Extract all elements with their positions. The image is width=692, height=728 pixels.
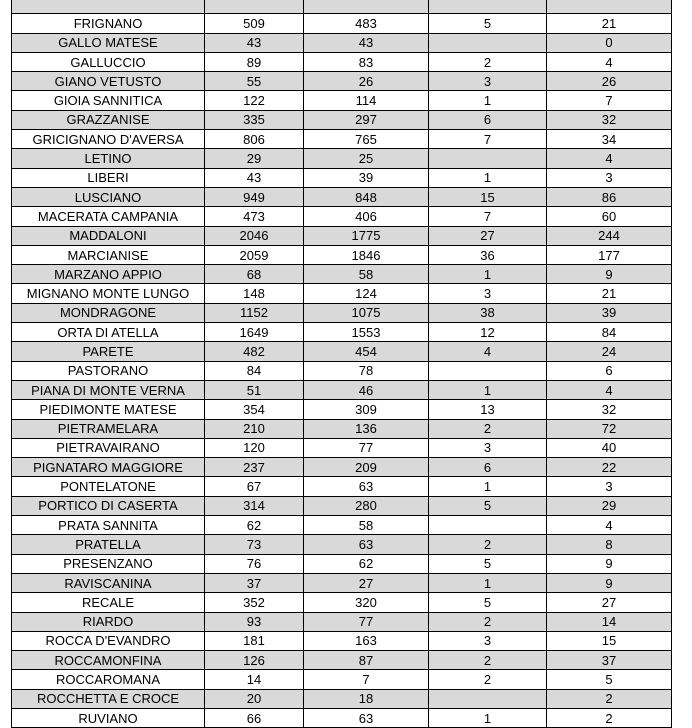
value-cell-1: 84 (205, 361, 304, 380)
table-row (12, 284, 672, 303)
value-cell-3: 12 (429, 323, 547, 342)
municipality-cell: FRIGNANO (12, 14, 205, 33)
value-cell-1: 43 (205, 33, 304, 52)
value-cell-2: 483 (304, 14, 429, 33)
value-cell-2: 25 (304, 149, 429, 168)
value-cell-4: 3 (547, 168, 672, 187)
value-cell-4: 4 (547, 52, 672, 71)
municipality-cell: RUVIANO (12, 708, 205, 727)
value-cell-4: 6 (547, 361, 672, 380)
municipality-cell: LUSCIANO (12, 187, 205, 206)
value-cell-3: 6 (429, 458, 547, 477)
value-cell-3: 2 (429, 535, 547, 554)
table-row (12, 400, 672, 419)
table-row (12, 458, 672, 477)
municipality-cell: MARCIANISE (12, 245, 205, 264)
municipality-cell: PIEDIMONTE MATESE (12, 400, 205, 419)
value-cell-4: 4 (547, 516, 672, 535)
value-cell-1: 43 (205, 168, 304, 187)
value-cell-1: 68 (205, 265, 304, 284)
value-cell-1: 2046 (205, 226, 304, 245)
value-cell-3: 1 (429, 477, 547, 496)
value-cell-3: 1 (429, 265, 547, 284)
municipality-cell: MIGNANO MONTE LUNGO (12, 284, 205, 303)
value-cell-2: 63 (304, 535, 429, 554)
value-cell-2: 78 (304, 361, 429, 380)
value-cell-4: 3 (547, 477, 672, 496)
value-cell-2: 1553 (304, 323, 429, 342)
value-cell-2: 454 (304, 342, 429, 361)
value-cell-3: 27 (429, 226, 547, 245)
value-cell-2: 309 (304, 400, 429, 419)
municipality-cell: GIANO VETUSTO (12, 72, 205, 91)
value-cell-4: 34 (547, 130, 672, 149)
table-row (12, 477, 672, 496)
value-cell-2: 280 (304, 496, 429, 515)
value-cell-4: 4 (547, 149, 672, 168)
value-cell-1: 335 (205, 110, 304, 129)
value-cell-3: 1 (429, 380, 547, 399)
value-cell-3: 2 (429, 419, 547, 438)
table-row (12, 689, 672, 708)
municipality-cell: PRATA SANNITA (12, 516, 205, 535)
value-cell-3: 13 (429, 400, 547, 419)
table-row (12, 0, 672, 14)
value-cell-1: 148 (205, 284, 304, 303)
value-cell-1 (205, 0, 304, 14)
municipality-cell: RAVISCANINA (12, 573, 205, 592)
table-row (12, 496, 672, 515)
value-cell-3: 5 (429, 14, 547, 33)
table-row (12, 130, 672, 149)
table-row (12, 419, 672, 438)
value-cell-2: 406 (304, 207, 429, 226)
value-cell-1: 66 (205, 708, 304, 727)
value-cell-1: 237 (205, 458, 304, 477)
table-row (12, 207, 672, 226)
value-cell-1: 352 (205, 593, 304, 612)
value-cell-4: 40 (547, 438, 672, 457)
value-cell-1: 2059 (205, 245, 304, 264)
table-row (12, 631, 672, 650)
value-cell-3: 15 (429, 187, 547, 206)
value-cell-4: 0 (547, 33, 672, 52)
value-cell-3: 1 (429, 91, 547, 110)
table-row (12, 265, 672, 284)
value-cell-4: 27 (547, 593, 672, 612)
municipality-cell: LIBERI (12, 168, 205, 187)
municipality-cell: MONDRAGONE (12, 303, 205, 322)
value-cell-4: 14 (547, 612, 672, 631)
value-cell-3 (429, 516, 547, 535)
value-cell-3 (429, 361, 547, 380)
value-cell-1: 1152 (205, 303, 304, 322)
value-cell-3: 36 (429, 245, 547, 264)
value-cell-1: 210 (205, 419, 304, 438)
table-row (12, 110, 672, 129)
table-row (12, 14, 672, 33)
value-cell-4: 86 (547, 187, 672, 206)
municipality-cell: PARETE (12, 342, 205, 361)
value-cell-1: 93 (205, 612, 304, 631)
value-cell-4: 4 (547, 380, 672, 399)
value-cell-1: 354 (205, 400, 304, 419)
value-cell-3 (429, 33, 547, 52)
municipality-cell: RIARDO (12, 612, 205, 631)
value-cell-2: 765 (304, 130, 429, 149)
value-cell-4: 2 (547, 708, 672, 727)
value-cell-4: 21 (547, 284, 672, 303)
table-row (12, 573, 672, 592)
value-cell-4: 9 (547, 573, 672, 592)
value-cell-1: 181 (205, 631, 304, 650)
value-cell-3 (429, 689, 547, 708)
municipality-cell: PASTORANO (12, 361, 205, 380)
municipality-cell: MACERATA CAMPANIA (12, 207, 205, 226)
table-row (12, 438, 672, 457)
table-row (12, 245, 672, 264)
value-cell-3: 3 (429, 631, 547, 650)
municipality-cell: PIETRAVAIRANO (12, 438, 205, 457)
value-cell-2: 63 (304, 708, 429, 727)
value-cell-2: 209 (304, 458, 429, 477)
value-cell-3: 2 (429, 52, 547, 71)
value-cell-2: 87 (304, 651, 429, 670)
municipality-cell: PONTELATONE (12, 477, 205, 496)
value-cell-3: 3 (429, 72, 547, 91)
value-cell-2: 1075 (304, 303, 429, 322)
value-cell-3: 7 (429, 130, 547, 149)
value-cell-1: 509 (205, 14, 304, 33)
municipality-cell: PORTICO DI CASERTA (12, 496, 205, 515)
value-cell-2: 1846 (304, 245, 429, 264)
municipality-cell: MADDALONI (12, 226, 205, 245)
value-cell-3: 2 (429, 612, 547, 631)
value-cell-4: 7 (547, 91, 672, 110)
municipality-cell: GALLUCCIO (12, 52, 205, 71)
municipality-cell: PRATELLA (12, 535, 205, 554)
value-cell-3: 3 (429, 284, 547, 303)
municipality-cell (12, 0, 205, 14)
value-cell-1: 73 (205, 535, 304, 554)
value-cell-2: 297 (304, 110, 429, 129)
municipality-cell: RECALE (12, 593, 205, 612)
value-cell-1: 62 (205, 516, 304, 535)
value-cell-3: 38 (429, 303, 547, 322)
value-cell-2: 83 (304, 52, 429, 71)
value-cell-2: 77 (304, 438, 429, 457)
table-row (12, 226, 672, 245)
data-table (11, 0, 672, 728)
value-cell-4: 5 (547, 670, 672, 689)
value-cell-4: 9 (547, 265, 672, 284)
value-cell-2: 58 (304, 516, 429, 535)
value-cell-3: 1 (429, 573, 547, 592)
value-cell-4: 9 (547, 554, 672, 573)
value-cell-1: 473 (205, 207, 304, 226)
value-cell-1: 29 (205, 149, 304, 168)
value-cell-4: 8 (547, 535, 672, 554)
table-row (12, 187, 672, 206)
table-row (12, 593, 672, 612)
table-row (12, 612, 672, 631)
table-row (12, 323, 672, 342)
value-cell-2: 39 (304, 168, 429, 187)
municipality-cell: ROCCHETTA E CROCE (12, 689, 205, 708)
value-cell-2: 27 (304, 573, 429, 592)
value-cell-4: 32 (547, 400, 672, 419)
value-cell-1: 126 (205, 651, 304, 670)
value-cell-1: 14 (205, 670, 304, 689)
value-cell-4: 244 (547, 226, 672, 245)
value-cell-2 (304, 0, 429, 14)
table-row (12, 380, 672, 399)
value-cell-2: 18 (304, 689, 429, 708)
municipality-cell: ROCCAROMANA (12, 670, 205, 689)
value-cell-4: 60 (547, 207, 672, 226)
value-cell-4: 72 (547, 419, 672, 438)
municipality-cell: LETINO (12, 149, 205, 168)
table-row (12, 651, 672, 670)
table-row (12, 342, 672, 361)
value-cell-2: 848 (304, 187, 429, 206)
value-cell-1: 37 (205, 573, 304, 592)
municipality-data-table (11, 0, 671, 728)
value-cell-4 (547, 0, 672, 14)
value-cell-3: 3 (429, 438, 547, 457)
table-row (12, 516, 672, 535)
municipality-cell: ROCCAMONFINA (12, 651, 205, 670)
table-row (12, 670, 672, 689)
value-cell-2: 58 (304, 265, 429, 284)
value-cell-1: 949 (205, 187, 304, 206)
value-cell-4: 32 (547, 110, 672, 129)
table-row (12, 52, 672, 71)
value-cell-3: 7 (429, 207, 547, 226)
municipality-cell: GRICIGNANO D'AVERSA (12, 130, 205, 149)
value-cell-2: 114 (304, 91, 429, 110)
value-cell-3 (429, 0, 547, 14)
municipality-cell: ORTA DI ATELLA (12, 323, 205, 342)
value-cell-4: 24 (547, 342, 672, 361)
table-body (12, 0, 672, 728)
value-cell-3: 2 (429, 670, 547, 689)
value-cell-1: 122 (205, 91, 304, 110)
value-cell-2: 26 (304, 72, 429, 91)
table-row (12, 554, 672, 573)
value-cell-2: 63 (304, 477, 429, 496)
value-cell-3: 4 (429, 342, 547, 361)
value-cell-2: 163 (304, 631, 429, 650)
value-cell-1: 20 (205, 689, 304, 708)
value-cell-1: 51 (205, 380, 304, 399)
value-cell-4: 177 (547, 245, 672, 264)
value-cell-2: 124 (304, 284, 429, 303)
value-cell-1: 55 (205, 72, 304, 91)
value-cell-3: 5 (429, 554, 547, 573)
table-row (12, 168, 672, 187)
value-cell-3: 2 (429, 651, 547, 670)
table-row (12, 91, 672, 110)
municipality-cell: ROCCA D'EVANDRO (12, 631, 205, 650)
value-cell-4: 29 (547, 496, 672, 515)
value-cell-2: 136 (304, 419, 429, 438)
value-cell-4: 2 (547, 689, 672, 708)
table-row (12, 33, 672, 52)
municipality-cell: MARZANO APPIO (12, 265, 205, 284)
value-cell-3: 6 (429, 110, 547, 129)
value-cell-2: 43 (304, 33, 429, 52)
value-cell-1: 67 (205, 477, 304, 496)
value-cell-2: 1775 (304, 226, 429, 245)
value-cell-4: 84 (547, 323, 672, 342)
value-cell-1: 482 (205, 342, 304, 361)
municipality-cell: GALLO MATESE (12, 33, 205, 52)
municipality-cell: PRESENZANO (12, 554, 205, 573)
value-cell-4: 26 (547, 72, 672, 91)
value-cell-3 (429, 149, 547, 168)
value-cell-4: 37 (547, 651, 672, 670)
value-cell-2: 77 (304, 612, 429, 631)
municipality-cell: GRAZZANISE (12, 110, 205, 129)
value-cell-2: 46 (304, 380, 429, 399)
value-cell-3: 1 (429, 708, 547, 727)
value-cell-1: 120 (205, 438, 304, 457)
value-cell-3: 5 (429, 593, 547, 612)
municipality-cell: GIOIA SANNITICA (12, 91, 205, 110)
table-row (12, 303, 672, 322)
municipality-cell: PIETRAMELARA (12, 419, 205, 438)
value-cell-1: 89 (205, 52, 304, 71)
value-cell-2: 320 (304, 593, 429, 612)
value-cell-2: 62 (304, 554, 429, 573)
municipality-cell: PIANA DI MONTE VERNA (12, 380, 205, 399)
value-cell-4: 15 (547, 631, 672, 650)
value-cell-1: 806 (205, 130, 304, 149)
value-cell-1: 76 (205, 554, 304, 573)
municipality-cell: PIGNATARO MAGGIORE (12, 458, 205, 477)
table-row (12, 149, 672, 168)
table-row (12, 535, 672, 554)
value-cell-1: 1649 (205, 323, 304, 342)
value-cell-4: 21 (547, 14, 672, 33)
table-row (12, 361, 672, 380)
value-cell-4: 39 (547, 303, 672, 322)
value-cell-4: 22 (547, 458, 672, 477)
value-cell-3: 5 (429, 496, 547, 515)
value-cell-2: 7 (304, 670, 429, 689)
value-cell-3: 1 (429, 168, 547, 187)
value-cell-1: 314 (205, 496, 304, 515)
table-row (12, 72, 672, 91)
